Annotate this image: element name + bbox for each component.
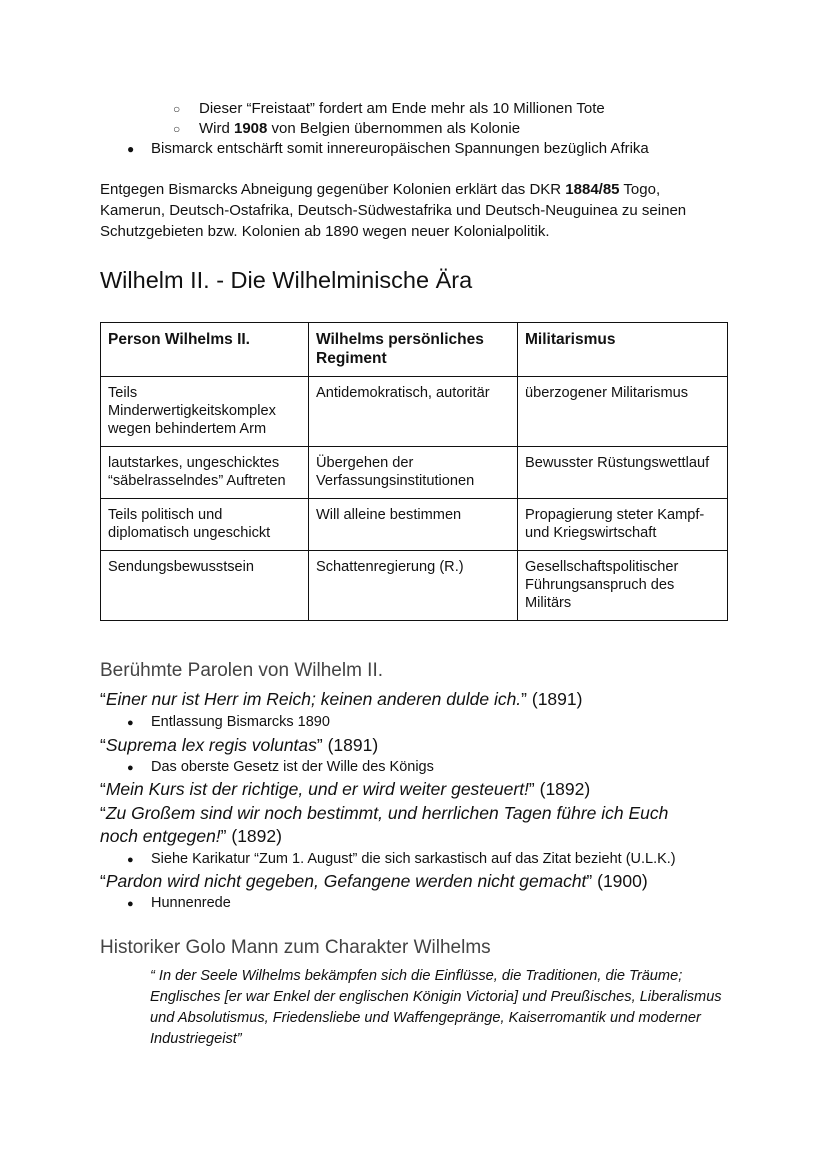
- section-heading: Wilhelm II. - Die Wilhelminische Ära: [100, 267, 473, 293]
- table-cell: Übergehen der Verfassungsinstitutionen: [309, 447, 518, 499]
- quote-3: “Mein Kurs ist der richtige, und er wird weiter gesteuert!” (1892): [100, 779, 591, 799]
- colonies-paragraph: Entgegen Bismarcks Abneigung gegenüber Kolonien erklärt das DKR 1884/85 Togo, Kamerun, Deutsch-Ostafrika, Deutsch-Südwestafrika und Deutsch-Neuguinea zu seinen Schutzgebieten bzw. Kolonien ab 1890 wegen neuer Kolonialpolitik.: [100, 181, 687, 240]
- table-header-cell: Militarismus: [518, 323, 728, 377]
- quote-4-line-1: “Zu Großem sind wir noch bestimmt, und herrlichen Tagen führe ich Euch: [100, 803, 669, 823]
- hollow-circle-icon: ○: [173, 122, 181, 136]
- quote-bullet: ● Das oberste Gesetz ist der Wille des Königs: [127, 758, 434, 778]
- table-cell: Schattenregierung (R.): [309, 551, 518, 621]
- bullet-item: ● Bismarck entschärft somit innereuropäischen Spannungen bezüglich Afrika: [127, 140, 649, 157]
- filled-circle-icon: ●: [127, 142, 135, 156]
- table-cell: überzogener Militarismus: [518, 377, 728, 447]
- table-cell: Will alleine bestimmen: [309, 499, 518, 551]
- table-header-cell: Person Wilhelms II.: [101, 323, 309, 377]
- sub-bullet: ○ Wird 1908 von Belgien übernommen als Kolonie: [173, 120, 521, 137]
- table-cell: Antidemokratisch, autoritär: [309, 377, 518, 447]
- mann-quote: “ In der Seele Wilhelms bekämpfen sich die Einflüsse, die Traditionen, die Träume; Englisches [er war Enkel der englischen Königin Victoria] und Preußisches, Liberalismus und Absolutismus, Friedensliebe und Waffengepränge, Kaiserromantik und moderner Industriegeist”: [150, 968, 722, 1047]
- table-cell: Teils Minderwertigkeitskomplex wegen behindertem Arm: [101, 377, 309, 447]
- quote-4-line-2: noch entgegen!” (1892): [100, 826, 282, 846]
- filled-circle-icon: ●: [127, 762, 134, 774]
- quote-1: “Einer nur ist Herr im Reich; keinen anderen dulde ich.” (1891): [100, 689, 583, 709]
- table-header-row: [101, 323, 728, 377]
- table-row: [101, 447, 728, 499]
- table-cell: Gesellschaftspolitischer Führungsanspruch des Militärs: [518, 551, 728, 621]
- quote-5: “Pardon wird nicht gegeben, Gefangene werden nicht gemacht” (1900): [100, 871, 648, 891]
- table-header-cell: Wilhelms persönliches Regiment: [309, 323, 518, 377]
- mann-heading: Historiker Golo Mann zum Charakter Wilhelms: [100, 937, 491, 958]
- filled-circle-icon: ●: [127, 854, 134, 866]
- table-cell: lautstarkes, ungeschicktes “säbelrasselndes” Auftreten: [101, 447, 309, 499]
- table-row: [101, 377, 728, 447]
- table-cell: Sendungsbewusstsein: [101, 551, 309, 621]
- table-cell: Bewusster Rüstungswettlauf: [518, 447, 728, 499]
- filled-circle-icon: ●: [127, 717, 134, 729]
- sub-bullet: ○ Dieser “Freistaat” fordert am Ende mehr als 10 Millionen Tote: [173, 100, 605, 117]
- quote-bullet: ● Siehe Karikatur “Zum 1. August” die sich sarkastisch auf das Zitat bezieht (U.L.K.): [127, 850, 676, 870]
- regime-table: [100, 322, 728, 621]
- table-cell: Teils politisch und diplomatisch ungeschickt: [101, 499, 309, 551]
- table-row: [101, 499, 728, 551]
- quote-bullet: ● Hunnenrede: [127, 894, 231, 914]
- parolen-heading: Berühmte Parolen von Wilhelm II.: [100, 660, 384, 681]
- table-row: [101, 551, 728, 621]
- filled-circle-icon: ●: [127, 898, 134, 910]
- hollow-circle-icon: ○: [173, 102, 181, 116]
- table-cell: Propagierung steter Kampf- und Kriegswirtschaft: [518, 499, 728, 551]
- quote-2: “Suprema lex regis voluntas” (1891): [100, 735, 379, 755]
- quote-bullet: ● Entlassung Bismarcks 1890: [127, 713, 330, 733]
